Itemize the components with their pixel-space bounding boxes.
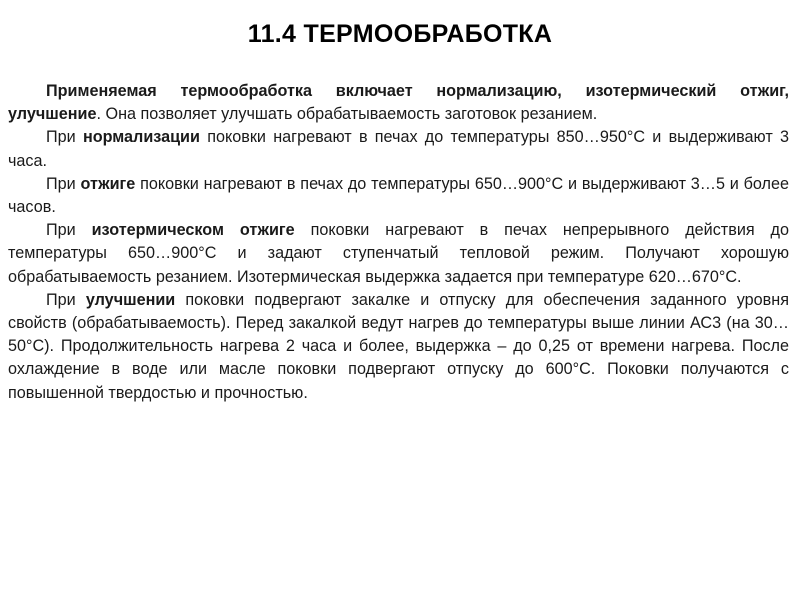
isothermal-pre: При xyxy=(46,221,92,240)
paragraph-improvement xyxy=(8,289,789,405)
intro-bold-text: Применяемая термообработка включает нормализацию, изотермический отжиг, улучшение xyxy=(8,82,789,124)
paragraph-normalization xyxy=(8,126,789,172)
improvement-term: улучшении xyxy=(85,290,176,309)
paragraph-intro xyxy=(8,80,789,126)
paragraph-annealing xyxy=(8,173,789,219)
isothermal-term: изотермическом отжиге xyxy=(91,221,295,240)
isothermal-rest: поковки нагревают в печах непрерывного действия до температуры 650…900°С и задают ступенчатый тепловой режим. Получают хорошую обрабатываемость резанием. Изотермическая выдержка задается при температуре 620…670°С. xyxy=(8,221,789,286)
improvement-rest: поковки подвергают закалке и отпуску для обеспечения заданного уровня свойств (обрабатываемость). Перед закалкой ведут нагрев до температуры выше линии АС3 (на 30…50°С). Продолжительность нагрева 2 часа и более, выдержка – до 0,25 от времени нагрева. После охлаждение в воде или масле поковки подвергают отпуску до 600°С. Поковки получаются с повышенной твердостью и прочностью. xyxy=(8,290,789,402)
paragraph-isothermal-annealing xyxy=(8,219,789,289)
page-title: 11.4 ТЕРМООБРАБОТКА xyxy=(247,20,553,48)
annealing-pre: При xyxy=(46,174,81,193)
annealing-rest: поковки нагревают в печах до температуры 650…900°С и выдерживают 3…5 и более часов. xyxy=(8,174,789,217)
normalization-pre: При xyxy=(46,128,83,147)
normalization-term: нормализации xyxy=(82,128,200,147)
normalization-rest: поковки нагревают в печах до температуры 850…950°С и выдерживают 3 часа. xyxy=(8,128,789,170)
annealing-term: отжиге xyxy=(80,174,136,193)
intro-rest-text: . Она позволяет улучшать обрабатываемость заготовок резанием. xyxy=(96,105,598,124)
improvement-pre: При xyxy=(46,290,86,309)
body-text xyxy=(8,80,789,405)
